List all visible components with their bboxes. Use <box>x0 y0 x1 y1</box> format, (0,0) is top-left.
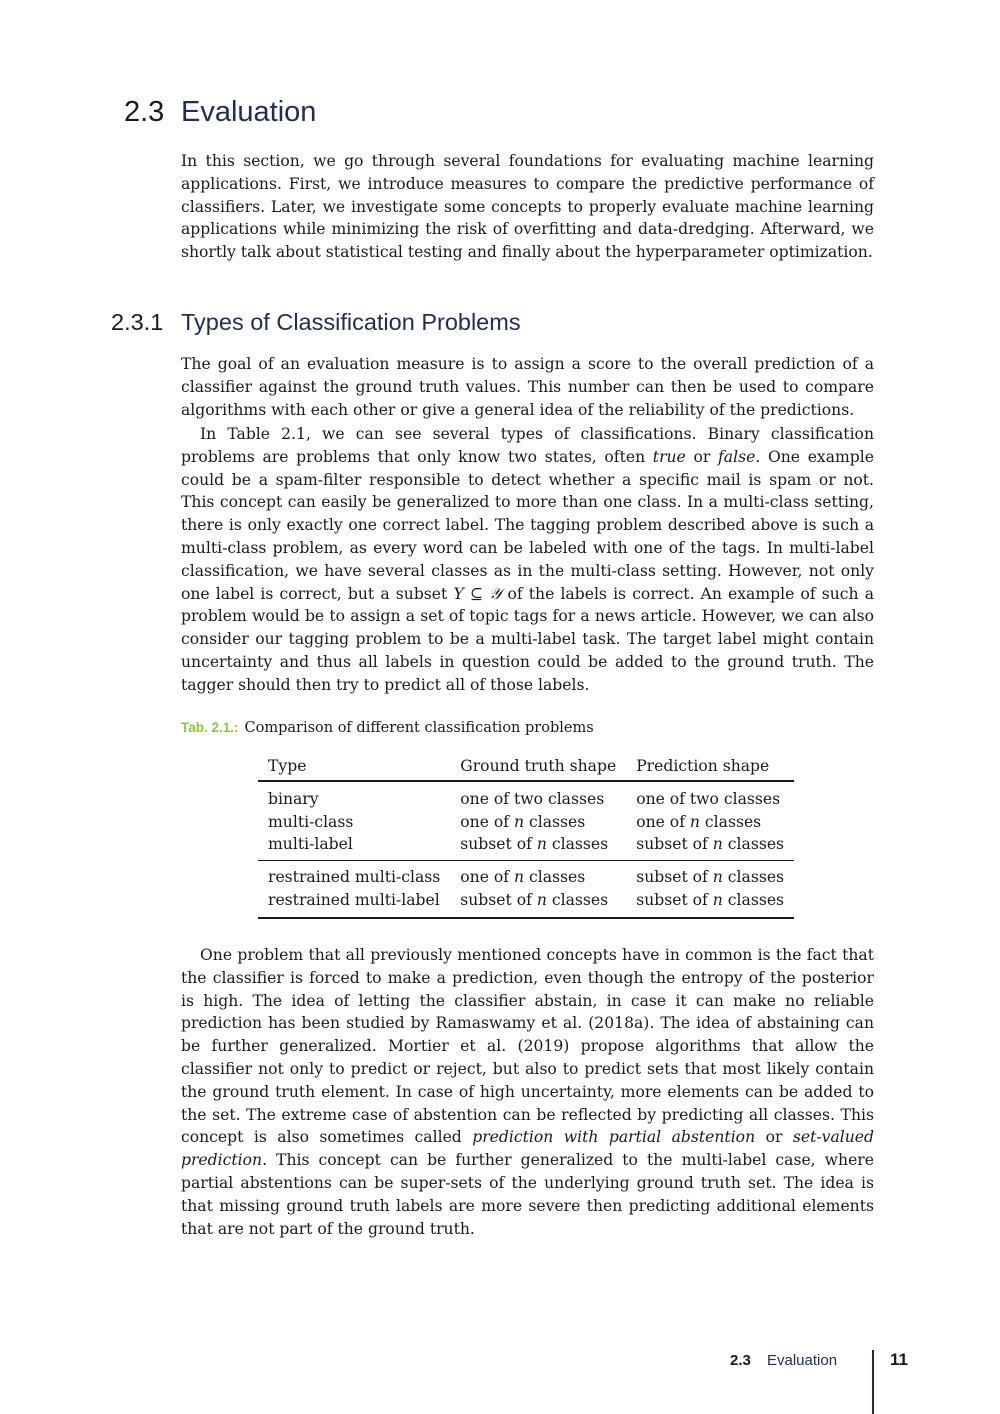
footer-section-number: 2.3 <box>730 1352 751 1369</box>
text-run: of the labels is correct. An example of such a problem would be to assign a set of topic tags for a news article. However, we can also consider our tagging problem to be a multi-label task. The target label might contain uncertainty and thus all labels in question could be added to the ground truth. The tagger should then try to predict all of those labels. <box>181 584 875 694</box>
table-row <box>258 833 794 860</box>
text-run: In Table 2.1, we can see several types of classifications. Binary classification problems are problems that only know two states, often <box>181 425 874 466</box>
table-caption-text: Comparison of different classification problems <box>244 720 594 736</box>
math-variable-n: n <box>712 890 723 909</box>
table-header-row <box>258 752 794 781</box>
table-cell: restrained multi-label <box>258 889 450 918</box>
math-variable-n: n <box>712 868 723 887</box>
table-cell: one of n classes <box>460 868 586 887</box>
table-row <box>258 781 794 811</box>
table-cell: multi-class <box>268 812 354 831</box>
table-cell: one of two classes <box>636 790 781 808</box>
page-number: 11 <box>890 1350 908 1369</box>
table-cell: subset of n classes <box>626 833 794 860</box>
table-group-restrained <box>258 861 794 918</box>
text-run: or <box>755 1128 793 1147</box>
table-header: Type <box>258 752 450 781</box>
table-header: Prediction shape <box>626 752 794 781</box>
footer-divider <box>872 1350 874 1414</box>
math-variable-n: n <box>514 812 525 831</box>
text-run: . One example could be a spam-filter responsible to detect whether a specific mail is spam or not. This concept can easily be generalized to more than one class. In a multi-class setting, there is only exactly one correct label. The tagging problem described above is such a multi-class problem, as every word can be labeled with one of the tags. In multi-label classification, we have several classes as in the multi-class setting. However, not only one label is correct, but a subset <box>181 447 874 603</box>
table-cell: subset of n classes <box>450 889 626 918</box>
text-run: . This concept can be further generalized to the multi-label case, where partial abstentions can be super-sets of the underlying ground truth set. The idea is that missing ground truth labels are more severe then predicting additional elements that are not part of the ground truth. <box>181 1151 874 1238</box>
table-row <box>258 889 794 918</box>
math-variable-n: n <box>536 835 547 854</box>
classification-table <box>258 752 794 919</box>
intro-paragraph: In this section, we go through several foundations for evaluating machine learning applications. First, we introduce measures to compare the predictive performance of classifiers. Later, we investigate some concepts to properly evaluate machine learning applications while minimizing the risk of overfitting and data-dredging. Afterward, we shortly talk about statistical testing and finally about the hyperparameter optimization. <box>181 152 874 262</box>
table-row <box>258 861 794 889</box>
emphasis-term: set-valued prediction <box>181 1128 874 1170</box>
section-heading <box>124 92 316 132</box>
section-number: 2.3 <box>124 96 165 128</box>
page-footer <box>700 1350 910 1414</box>
subsection-number: 2.3.1 <box>111 309 164 335</box>
table-caption <box>181 718 594 738</box>
table-header: Ground truth shape <box>450 752 626 781</box>
emphasis-term: prediction with partial abstention <box>472 1128 756 1147</box>
paragraph-evaluation-measure: The goal of an evaluation measure is to assign a score to the overall prediction of a classifier against the ground truth values. This number can then be used to compare algorithms with each other or give a general idea of the reliability of the predictions. <box>181 355 874 419</box>
table-caption-label: Tab. 2.1.: <box>181 720 239 735</box>
table-cell: subset of n classes <box>626 889 794 918</box>
paragraph-classification-types <box>181 423 874 697</box>
table-group-basic <box>258 781 794 861</box>
text-run: One problem that all previously mentioned concepts have in common is the fact that the classifier is forced to make a prediction, even though the entropy of the posterior is high. The idea of letting the classifier abstain, in case it can make no reliable prediction has been studied by Ramaswamy et al. (2018a). The idea of abstaining can be further generalized. Mortier et al. (2019) propose algorithms that allow the classifier not only to predict or reject, but also to predict sets that most likely contain the ground truth element. In case of high uncertainty, more elements can be added to the set. The extreme case of abstention can be reflected by predicting all classes. This concept is also sometimes called <box>181 946 874 1147</box>
table-cell: one of two classes <box>460 790 605 808</box>
table-cell: one of n classes <box>460 812 586 831</box>
emphasis-true: true <box>652 447 686 466</box>
math-variable-n: n <box>712 835 723 854</box>
subsection-heading <box>111 306 521 338</box>
section-title: Evaluation <box>181 96 317 128</box>
footer-section-title: Evaluation <box>767 1352 838 1369</box>
math-variable-n: n <box>514 868 525 887</box>
table-cell: subset of n classes <box>636 868 785 887</box>
paragraph-abstention <box>181 944 874 1240</box>
table-cell: binary <box>268 790 319 808</box>
math-variable-n: n <box>689 812 700 831</box>
table-cell: one of n classes <box>636 812 762 831</box>
subsection-title: Types of Classification Problems <box>181 309 521 335</box>
table-row <box>258 811 794 834</box>
text-run: or <box>685 447 719 466</box>
table-cell: subset of n classes <box>450 833 626 860</box>
math-subset: Y ⊆ 𝒴 <box>453 584 502 603</box>
emphasis-false: false <box>718 447 756 466</box>
table-cell: restrained multi-class <box>268 868 441 887</box>
math-variable-n: n <box>536 890 547 909</box>
table-cell: multi-label <box>258 833 450 860</box>
